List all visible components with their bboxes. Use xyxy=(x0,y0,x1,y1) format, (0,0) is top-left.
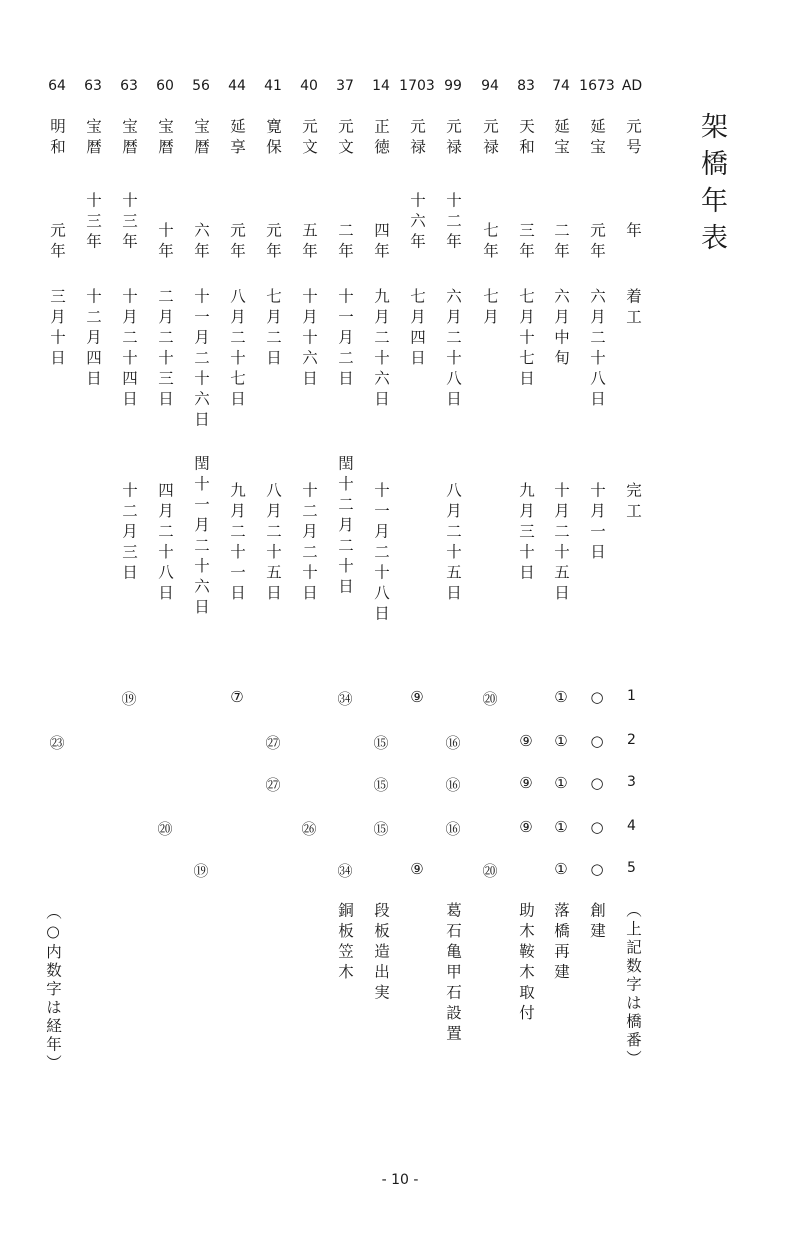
era-name: 延宝 xyxy=(588,118,606,159)
era-year: 元年 xyxy=(228,222,246,263)
elapsed-year-mark: ⑲ xyxy=(193,862,209,880)
ad-year: 41 xyxy=(264,78,282,94)
ad-year: 74 xyxy=(552,78,570,94)
elapsed-year-mark: ㉗ xyxy=(265,776,281,794)
era-year: 五年 xyxy=(300,222,318,263)
start-date: 六月二十八日 xyxy=(588,288,606,411)
elapsed-year-mark: ㉞ xyxy=(337,862,353,880)
ad-year: 63 xyxy=(84,78,102,94)
elapsed-year-mark: ⑯ xyxy=(445,776,461,794)
elapsed-year-mark: ⑨ xyxy=(519,774,533,792)
elapsed-year-mark: ⑮ xyxy=(373,734,389,752)
start-date: 七月 xyxy=(481,288,499,329)
end-date: 十月一日 xyxy=(588,482,606,564)
start-date: 七月二日 xyxy=(264,288,282,370)
bridge-number-note: （上記数字は橋番） xyxy=(624,902,642,1069)
era-year: 元年 xyxy=(48,222,66,263)
era-year: 十二年 xyxy=(444,192,462,254)
elapsed-year-mark: ⑯ xyxy=(445,820,461,838)
start-date: 八月二十七日 xyxy=(228,288,246,411)
elapsed-year-mark: ㉞ xyxy=(337,690,353,708)
start-date: 七月十七日 xyxy=(517,288,535,391)
era-name: 元文 xyxy=(336,118,354,159)
era-name: 元文 xyxy=(300,118,318,159)
elapsed-year-mark: ⑨ xyxy=(519,732,533,750)
elapsed-years-note: （○内数字は経年） xyxy=(44,904,62,1073)
elapsed-year-mark: ○ xyxy=(590,818,604,836)
elapsed-year-mark: ⑨ xyxy=(410,688,424,706)
elapsed-year-mark: ⑳ xyxy=(482,690,498,708)
era-year: 元年 xyxy=(264,222,282,263)
ad-year: 60 xyxy=(156,78,174,94)
start-date: 六月中旬 xyxy=(552,288,570,370)
start-date: 十一月二日 xyxy=(336,288,354,391)
era-name: 宝暦 xyxy=(156,118,174,159)
elapsed-year-mark: ○ xyxy=(590,860,604,878)
elapsed-year-mark: ① xyxy=(554,818,568,836)
era-name: 寛保 xyxy=(264,118,282,159)
elapsed-year-mark: ⑯ xyxy=(445,734,461,752)
elapsed-year-mark: ㉗ xyxy=(265,734,281,752)
bridge-row-number: 2 xyxy=(627,732,636,748)
elapsed-year-mark: ⑮ xyxy=(373,820,389,838)
elapsed-year-mark: ⑳ xyxy=(482,862,498,880)
era-year: 二年 xyxy=(552,222,570,263)
elapsed-year-mark: ○ xyxy=(590,732,604,750)
start-date: 三月十日 xyxy=(48,288,66,370)
end-date: 九月二十一日 xyxy=(228,482,246,605)
ad-label: AD xyxy=(621,78,643,94)
start-date: 九月二十六日 xyxy=(372,288,390,411)
era-year: 二年 xyxy=(336,222,354,263)
era-year: 十六年 xyxy=(408,192,426,254)
start-date: 二月二十三日 xyxy=(156,288,174,411)
era-name: 延享 xyxy=(228,118,246,159)
start-date: 十一月二十六日 xyxy=(192,288,210,432)
elapsed-year-mark: ⑨ xyxy=(410,860,424,878)
ad-year: 99 xyxy=(444,78,462,94)
elapsed-year-mark: ⑦ xyxy=(230,688,244,706)
elapsed-year-mark: ○ xyxy=(590,688,604,706)
era-name: 元禄 xyxy=(481,118,499,159)
page-title: 架橋年表 xyxy=(696,112,727,260)
era-name: 元禄 xyxy=(444,118,462,159)
note-supports: 助木鞍木取付 xyxy=(517,902,535,1025)
ad-year: 14 xyxy=(372,78,390,94)
era-year: 十三年 xyxy=(84,192,102,254)
era-name: 宝暦 xyxy=(192,118,210,159)
ad-year: 56 xyxy=(192,78,210,94)
end-date: 十二月二十日 xyxy=(300,482,318,605)
end-date: 十一月二十八日 xyxy=(372,482,390,626)
elapsed-year-mark: ① xyxy=(554,860,568,878)
elapsed-year-mark: ① xyxy=(554,688,568,706)
ad-year: 83 xyxy=(517,78,535,94)
era-year: 三年 xyxy=(517,222,535,263)
era-name: 明和 xyxy=(48,118,66,159)
note-copper: 銅板笠木 xyxy=(336,902,354,984)
era-name: 元禄 xyxy=(408,118,426,159)
bridge-row-number: 1 xyxy=(627,688,636,704)
end-date: 十月二十五日 xyxy=(552,482,570,605)
era-name: 延宝 xyxy=(552,118,570,159)
end-date: 八月二十五日 xyxy=(444,482,462,605)
note-rebuilt: 落橋再建 xyxy=(552,902,570,984)
era-name: 正徳 xyxy=(372,118,390,159)
ad-year: 40 xyxy=(300,78,318,94)
start-label: 着工 xyxy=(624,288,642,329)
page-number: - 10 - xyxy=(381,1172,419,1188)
note-founded: 創建 xyxy=(588,902,606,943)
era-name: 宝暦 xyxy=(84,118,102,159)
era-name: 天和 xyxy=(517,118,535,159)
elapsed-year-mark: ① xyxy=(554,732,568,750)
elapsed-year-mark: ⑨ xyxy=(519,818,533,836)
start-date: 六月二十八日 xyxy=(444,288,462,411)
year-label: 年 xyxy=(624,222,642,243)
note-stones: 葛石亀甲石設置 xyxy=(444,902,462,1046)
end-date: 四月二十八日 xyxy=(156,482,174,605)
era-year: 六年 xyxy=(192,222,210,263)
end-date: 八月二十五日 xyxy=(264,482,282,605)
end-date: 九月三十日 xyxy=(517,482,535,585)
start-date: 十二月四日 xyxy=(84,288,102,391)
elapsed-year-mark: ⑲ xyxy=(121,690,137,708)
end-date: 閏十二月二十日 xyxy=(336,455,354,599)
elapsed-year-mark: ⑮ xyxy=(373,776,389,794)
era-year: 十三年 xyxy=(120,192,138,254)
era-year: 十年 xyxy=(156,222,174,263)
elapsed-year-mark: ㉖ xyxy=(301,820,317,838)
start-date: 十月十六日 xyxy=(300,288,318,391)
ad-year: 64 xyxy=(48,78,66,94)
elapsed-year-mark: ① xyxy=(554,774,568,792)
bridge-row-number: 5 xyxy=(627,860,636,876)
elapsed-year-mark: ⑳ xyxy=(157,820,173,838)
ad-year: 44 xyxy=(228,78,246,94)
start-date: 七月四日 xyxy=(408,288,426,370)
ad-year: 1673 xyxy=(579,78,615,94)
era-year: 元年 xyxy=(588,222,606,263)
elapsed-year-mark: ㉓ xyxy=(49,734,65,752)
era-name: 宝暦 xyxy=(120,118,138,159)
elapsed-year-mark: ○ xyxy=(590,774,604,792)
ad-year: 1703 xyxy=(399,78,435,94)
ad-year: 37 xyxy=(336,78,354,94)
era-year: 四年 xyxy=(372,222,390,263)
bridge-row-number: 3 xyxy=(627,774,636,790)
end-date: 閏十一月二十六日 xyxy=(192,455,210,619)
end-date: 十二月三日 xyxy=(120,482,138,585)
ad-year: 63 xyxy=(120,78,138,94)
note-steps: 段板造出実 xyxy=(372,902,390,1005)
ad-year: 94 xyxy=(481,78,499,94)
start-date: 十月二十四日 xyxy=(120,288,138,411)
era-year: 七年 xyxy=(481,222,499,263)
era-label: 元号 xyxy=(624,118,642,159)
end-label: 完工 xyxy=(624,482,642,523)
bridge-row-number: 4 xyxy=(627,818,636,834)
